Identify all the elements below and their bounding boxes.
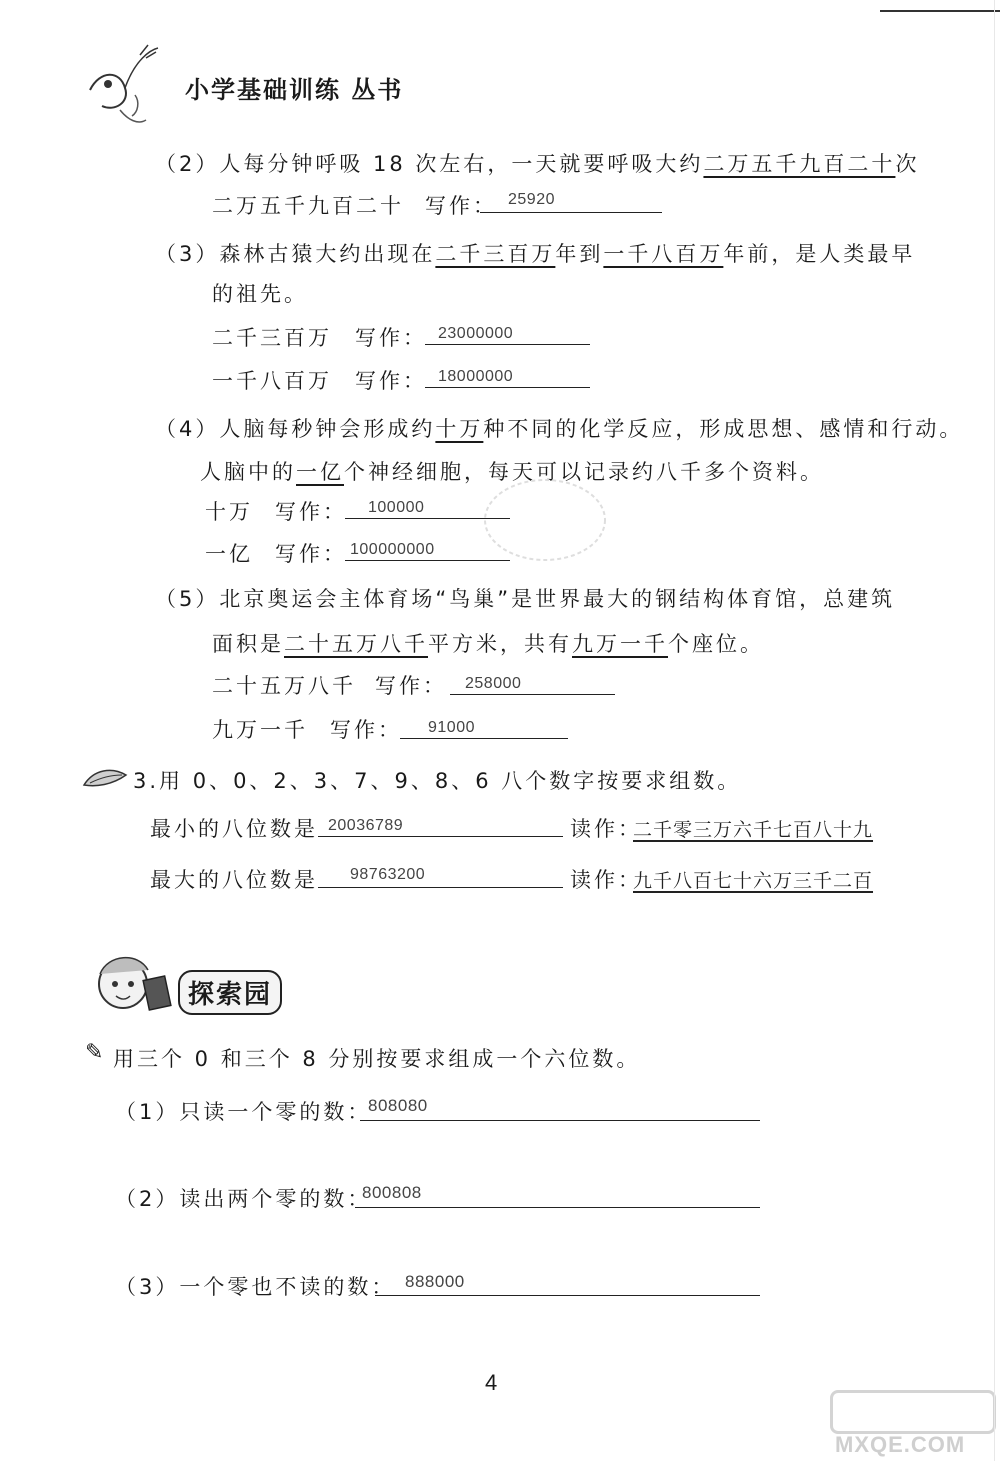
q2-5-text-line1: （5）北京奥运会主体育场“鸟巢”是世界最大的钢结构体育馆，总建筑 [155, 587, 896, 611]
q3-min-answer-line [318, 836, 563, 837]
explore-prompt: 用三个 0 和三个 8 分别按要求组成一个六位数。 [113, 1047, 641, 1071]
explore-part2-line [355, 1207, 760, 1208]
q2-2-text-b: 二万五千九百二十 [703, 152, 896, 176]
q2-5-text-d: 平方米，共有 [428, 632, 572, 656]
explore-part2-label: （2）读出两个零的数： [115, 1187, 372, 1211]
watermark-text: MXQE.COM [835, 1432, 966, 1457]
leaf-bullet-icon [82, 763, 130, 791]
explore-part1-label: （1）只读一个零的数： [115, 1100, 372, 1124]
q2-2-text-c: 次 [895, 152, 920, 176]
q2-4-write-label2: 写作： [275, 542, 347, 566]
q2-3-text-line2: 的祖先。 [212, 282, 308, 306]
q3-prompt: 3.用 0、0、2、3、7、9、8、6 八个数字按要求组数。 [133, 769, 742, 793]
q3-max-answer-line [318, 887, 563, 888]
header-logo-illustration [80, 40, 180, 130]
q3-min-label: 最小的八位数是 [150, 817, 318, 841]
q2-5-label1: 二十五万八千 [212, 674, 356, 698]
q2-5-text-b: 面积是 [212, 632, 284, 656]
q2-4-label1: 十万 [205, 500, 253, 524]
q3-max-read-label: 读作： [570, 868, 642, 892]
q2-3-answer1-line [425, 344, 590, 345]
q2-3-text-b: 二千三百万 [435, 242, 556, 266]
top-right-rule [880, 10, 1000, 12]
q2-2-answer-line [480, 212, 662, 213]
q2-5-answer1-line [450, 694, 615, 695]
q2-4-text-a: （4）人脑每秒钟会形成约 [155, 417, 436, 441]
q2-4-text-b: 十万 [435, 417, 484, 441]
q2-2-text [155, 148, 919, 178]
q3-min-read-label: 读作： [570, 817, 642, 841]
q2-4-text-d: 人脑中的 [200, 460, 296, 484]
explore-part2-answer: 800808 [362, 1183, 422, 1202]
q2-4-text-c: 种不同的化学反应，形成思想、感情和行动。 [483, 417, 964, 441]
q2-5-write-label2: 写作： [330, 718, 402, 742]
explorer-character-illustration [88, 948, 178, 1018]
explore-section-title: 探索园 [178, 970, 282, 1015]
q2-5-write-label1: 写作： [375, 674, 447, 698]
q2-3-text-a: （3）森林古猿大约出现在 [155, 242, 436, 266]
q2-4-answer2: 100000000 [350, 541, 435, 558]
series-title: 小学基础训练 丛书 [185, 76, 404, 104]
q3-max-label: 最大的八位数是 [150, 868, 318, 892]
q2-5-answer2-line [400, 738, 568, 739]
explore-part1-answer: 808080 [368, 1096, 428, 1115]
q2-4-label2: 一亿 [205, 542, 253, 566]
q2-3-answer2-line [425, 387, 590, 388]
right-edge-rule [994, 0, 995, 1461]
q2-4-write-label1: 写作： [275, 500, 347, 524]
q2-5-text-f: 个座位。 [668, 632, 764, 656]
q2-4-text-e: 一亿 [296, 460, 344, 484]
q2-5-answer1: 258000 [465, 675, 522, 692]
q2-3-text-e: 年前，是人类最早 [723, 242, 916, 266]
q2-4-text-f: 个神经细胞，每天可以记录约八千多个资料。 [344, 460, 824, 484]
explore-part3-answer: 888000 [405, 1272, 465, 1291]
q2-2-write-label: 写作： [425, 194, 497, 218]
q2-3-label2: 一千八百万 [212, 369, 332, 393]
q2-3-text-c: 年到 [555, 242, 604, 266]
q2-3-write-label1: 写作： [355, 326, 427, 350]
explore-part1-line [360, 1120, 760, 1121]
explore-part3-line [375, 1295, 760, 1296]
q3-max-read-answer: 九千八百七十六万三千二百 [633, 870, 874, 892]
q2-5-text-c: 二十五万八千 [284, 632, 428, 656]
q3-min-read-answer: 二千零三万六千七百八十九 [633, 819, 874, 841]
explore-bullet-icon: ✎ [85, 1040, 104, 1065]
q2-5-text-line2 [212, 628, 764, 658]
q2-3-answer1: 23000000 [438, 325, 514, 342]
q2-3-write-label2: 写作： [355, 369, 427, 393]
explore-part3-label: （3）一个零也不读的数： [115, 1275, 396, 1299]
q2-3-text-line1 [155, 238, 915, 268]
q2-4-answer1: 100000 [368, 499, 425, 516]
q2-5-label2: 九万一千 [212, 718, 308, 742]
faint-stamp-mark [480, 470, 610, 570]
q2-4-text-line1 [155, 413, 963, 443]
q3-max-answer: 98763200 [350, 866, 426, 883]
q2-2-label: 二万五千九百二十 [212, 194, 404, 218]
q3-min-answer: 20036789 [328, 817, 404, 834]
q2-3-answer2: 18000000 [438, 368, 514, 385]
q2-2-text-a: （2）人每分钟呼吸 18 次左右，一天就要呼吸大约 [155, 152, 704, 176]
page-number: 4 [485, 1370, 498, 1395]
watermark-logo [830, 1390, 996, 1434]
q2-5-text-e: 九万一千 [572, 632, 668, 656]
q2-3-label1: 二千三百万 [212, 326, 332, 350]
q2-5-answer2: 91000 [428, 719, 475, 736]
q2-3-text-d: 一千八百万 [603, 242, 724, 266]
q2-2-answer: 25920 [508, 191, 555, 208]
